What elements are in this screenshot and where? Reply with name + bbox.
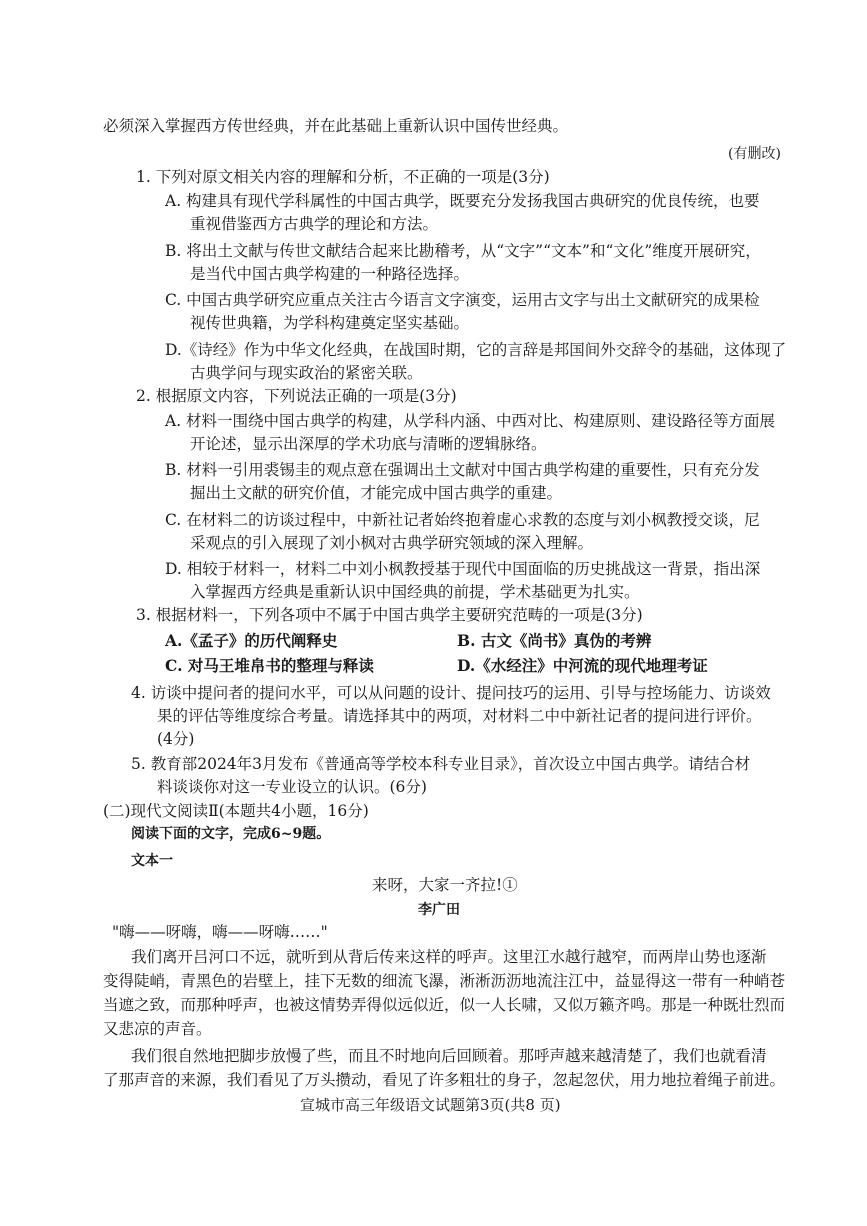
q1-option-d-line1: D.《诗经》作为中华文化经典，在战国时期，它的言辞是邦国间外交辞令的基础，这体现了 <box>165 341 787 359</box>
paragraph-2-line2: 了那声音的来源，我们看见了万头攒动，看见了许多粗壮的身子，忽起忽伏，用力地拉着绳子前进。 <box>103 1071 786 1089</box>
question-2-stem: 2. 根据原文内容，下列说法正确的一项是(3分) <box>136 387 457 405</box>
q2-option-c-line2: 采观点的引入展现了刘小枫对古典学研究领域的深入理解。 <box>190 534 594 552</box>
question-1-stem: 1. 下列对原文相关内容的理解和分析，不正确的一项是(3分) <box>136 168 550 186</box>
q1-option-a-line2: 重视借鉴西方古典学的理论和方法。 <box>190 215 439 233</box>
q2-option-a-line2: 开论述，显示出深厚的学术功底与清晰的逻辑脉络。 <box>190 435 547 453</box>
q4-line1: 4. 访谈中提问者的提问水平，可以从问题的设计、提问技巧的运用、引导与控场能力、访谈效 <box>131 684 771 702</box>
question-3-stem: 3. 根据材料一，下列各项中不属于中国古典学主要研究范畴的一项是(3分) <box>136 606 643 624</box>
paragraph-1-line3: 当遮之致，而那种呼声，也被这情势弄得似远似近，似一人长啸，又似万籁齐鸣。那是一种既壮烈而 <box>103 996 786 1014</box>
page-footer: 宣城市高三年级语文试题第3页(共8 页) <box>300 1096 561 1114</box>
q2-option-b-line2: 掘出土文献的研究价值，才能完成中国古典学的重建。 <box>190 484 563 502</box>
intro-line: 必须深入掌握西方传世经典，并在此基础上重新认识中国传世经典。 <box>103 117 569 135</box>
q1-option-c-line2: 视传世典籍，为学科构建奠定坚实基础。 <box>190 314 470 332</box>
q5-line2: 料谈谈你对这一专业设立的认识。(6分) <box>157 778 427 796</box>
q2-option-d-line2: 入掌握西方经典是重新认识中国经典的前提，学术基础更为扎实。 <box>190 583 640 601</box>
q2-option-c-line1: C. 在材料二的访谈过程中，中新社记者始终抱着虚心求教的态度与刘小枫教授交谈，尼 <box>165 511 760 529</box>
q1-option-b-line1: B. 将出土文献与传世文献结合起来比勘稽考，从“文字”“文本”和“文化”维度开展研究， <box>165 242 761 260</box>
text-one-label: 文本一 <box>131 853 173 869</box>
article-title: 来呀，大家一齐拉!① <box>372 876 518 894</box>
q1-option-d-line2: 古典学问与现实政治的紧密关联。 <box>190 364 423 382</box>
q2-option-d-line1: D. 相较于材料一，材料二中刘小枫教授基于现代中国面临的历史挑战这一背景，指出深 <box>165 560 761 578</box>
article-author: 李广田 <box>418 902 460 918</box>
note-abridged: (有删改) <box>728 146 781 162</box>
q3-option-a: A.《孟子》的历代阐释史 <box>165 631 338 650</box>
paragraph-1-line4: 又悲凉的声音。 <box>103 1020 212 1038</box>
q1-option-c-line1: C. 中国古典学研究应重点关注古今语言文字演变，运用古文字与出土文献研究的成果检 <box>165 291 760 309</box>
q4-line2: 果的评估等维度综合考量。请选择其中的两项，对材料二中中新社记者的提问进行评价。 <box>157 707 762 725</box>
paragraph-1-line2: 变得陡峭，青黑色的岩壁上，挂下无数的细流飞瀑，淅淅沥沥地流注江中，益显得这一带有一种峭苍 <box>103 972 786 990</box>
q3-option-b: B. 古文《尚书》真伪的考辨 <box>457 631 652 650</box>
section-2-heading: (二)现代文阅读Ⅱ(本题共4小题，16分) <box>103 802 369 820</box>
paragraph-1-line1: 我们离开吕河口不远，就听到从背后传来这样的呼声。这里江水越行越窄，而两岸山势也逐渐 <box>131 948 767 966</box>
reading-instruction: 阅读下面的文字，完成6~9题。 <box>131 826 331 842</box>
paragraph-2-line1: 我们很自然地把脚步放慢了些，而且不时地向后回顾着。那呼声越来越清楚了，我们也就看清 <box>131 1047 767 1065</box>
q2-option-a-line1: A. 材料一围绕中国古典学的构建，从学科内涵、中西对比、构建原则、建设路径等方面展 <box>165 412 776 430</box>
epigraph: "嗨——呀嗨，嗨——呀嗨……" <box>112 923 328 941</box>
q5-line1: 5. 教育部2024年3月发布《普通高等学校本科专业目录》，首次设立中国古典学。请结合材 <box>131 755 751 773</box>
q3-option-c: C. 对马王堆帛书的整理与释读 <box>165 656 374 675</box>
q3-option-d: D.《水经注》中河流的现代地理考证 <box>457 656 708 675</box>
q1-option-b-line2: 是当代中国古典学构建的一种路径选择。 <box>190 265 470 283</box>
q2-option-b-line1: B. 材料一引用裘锡圭的观点意在强调出土文献对中国古典学构建的重要性，只有充分发 <box>165 461 760 479</box>
q1-option-a-line1: A. 构建具有现代学科属性的中国古典学，既要充分发扬我国古典研究的优良传统，也要 <box>165 192 760 210</box>
q4-line3: (4分) <box>157 730 195 748</box>
